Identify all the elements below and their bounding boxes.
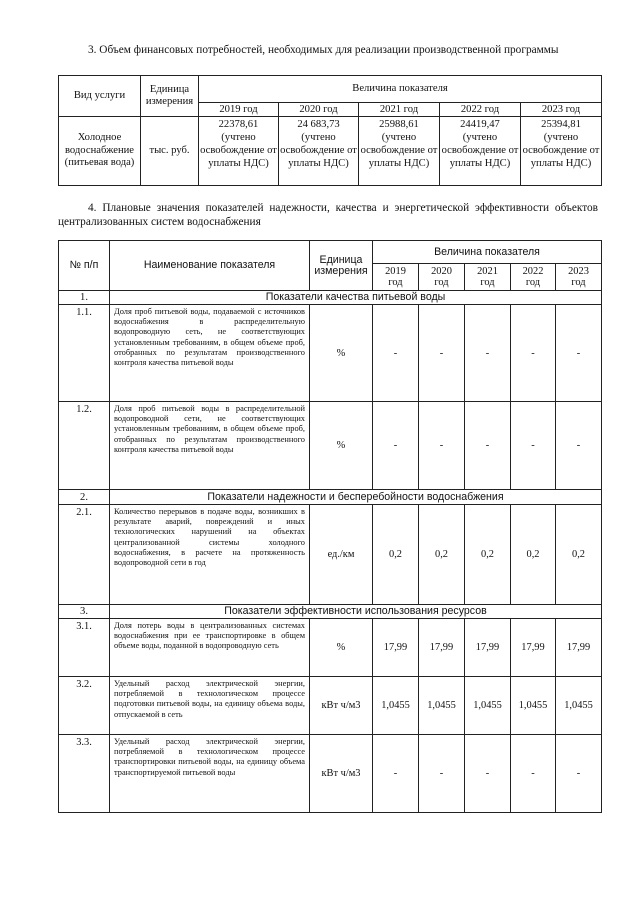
indicator-value: 17,99 <box>556 619 602 677</box>
indicator-value: - <box>556 305 602 402</box>
amount-note: (учтено освобождение от уплаты НДС) <box>522 132 600 169</box>
header-year: 2023 год <box>556 264 602 291</box>
header-year: 2021 год <box>359 103 440 117</box>
indicator-value: 0,2 <box>556 505 602 605</box>
indicator-name: Удельный расход электрической энергии, потребляемой в технологическом процессе подготовки питьевой воды, на единицу объема воды, отпускаемой в сеть <box>110 677 310 735</box>
unit-value: % <box>310 619 373 677</box>
header-year: 2019 год <box>199 103 279 117</box>
header-value: Величина показателя <box>373 241 602 264</box>
indicator-value: 1,0455 <box>465 677 511 735</box>
indicator-name: Доля проб питьевой воды, подаваемой с источников водоснабжения в распределительную водопроводную сеть, не соответствующих установленным требованиям, в общем объеме проб, отобранных по результатам производственного контроля качества питьевой воды <box>110 305 310 402</box>
indicator-value: - <box>556 735 602 813</box>
indicator-value: - <box>419 402 465 490</box>
row-number: 3.3. <box>59 735 110 813</box>
row-number: 2.1. <box>59 505 110 605</box>
indicator-value: 17,99 <box>511 619 556 677</box>
header-year: 2023 год <box>521 103 602 117</box>
year-value-cell <box>359 117 440 186</box>
row-number: 3.2. <box>59 677 110 735</box>
indicator-value: - <box>373 402 419 490</box>
header-year: 2022 год <box>511 264 556 291</box>
indicator-name: Доля потерь воды в централизованных системах водоснабжения при ее транспортировке в общем объеме воды, поданной в водопроводную сеть <box>110 619 310 677</box>
indicator-value: 1,0455 <box>373 677 419 735</box>
indicator-value: 0,2 <box>465 505 511 605</box>
indicator-value: 1,0455 <box>511 677 556 735</box>
header-service-type: Вид услуги <box>59 76 141 117</box>
unit-value: кВт ч/м3 <box>310 735 373 813</box>
year-value-cell <box>279 117 359 186</box>
indicator-value: - <box>419 305 465 402</box>
year-value-cell <box>440 117 521 186</box>
indicator-value: 17,99 <box>465 619 511 677</box>
indicator-value: 0,2 <box>419 505 465 605</box>
financial-needs-table <box>58 75 602 186</box>
indicators-table <box>58 240 602 813</box>
header-unit: Единица измерения <box>310 241 373 291</box>
indicator-value: - <box>511 735 556 813</box>
indicator-value: - <box>373 735 419 813</box>
row-number: 1.2. <box>59 402 110 490</box>
section-title: Показатели качества питьевой воды <box>110 291 602 305</box>
section-4-heading: 4. Плановые значения показателей надежности, качества и энергетической эффективности объектов централизованных систем водоснабжения <box>58 202 598 228</box>
amount: 24 683,73 <box>297 119 340 130</box>
amount-note: (учтено освобождение от уплаты НДС) <box>200 132 277 169</box>
amount-note: (учтено освобождение от уплаты НДС) <box>280 132 357 169</box>
header-value: Величина показателя <box>199 76 602 103</box>
amount: 24419,47 <box>460 119 500 130</box>
header-year: 2021 год <box>465 264 511 291</box>
service-name: Холодное водоснабжение (питьевая вода) <box>59 117 141 186</box>
indicator-value: - <box>373 305 419 402</box>
indicator-value: 0,2 <box>373 505 419 605</box>
header-unit: Единица измерения <box>141 76 199 117</box>
section-title: Показатели надежности и бесперебойности водоснабжения <box>110 490 602 505</box>
header-year: 2020 год <box>279 103 359 117</box>
indicator-value: - <box>465 402 511 490</box>
indicator-name: Доля проб питьевой воды в распределительной водопроводной сети, не соответствующих установленным требованиям, в общем объеме проб, отобранных по результатам производственного контроля качества питьевой воды <box>110 402 310 490</box>
indicator-value: - <box>511 305 556 402</box>
indicator-value: - <box>465 735 511 813</box>
section-number: 1. <box>59 291 110 305</box>
header-year: 2022 год <box>440 103 521 117</box>
section-title: Показатели эффективности использования ресурсов <box>110 605 602 619</box>
indicator-value: 0,2 <box>511 505 556 605</box>
indicator-value: - <box>465 305 511 402</box>
indicator-value: - <box>556 402 602 490</box>
indicator-value: 1,0455 <box>419 677 465 735</box>
section-number: 2. <box>59 490 110 505</box>
indicator-name: Количество перерывов в подаче воды, возникших в результате аварий, повреждений и иных технологических нарушений на объектах централизованной системы холодного водоснабжения, в расчете на протяженность водопроводной сети в год <box>110 505 310 605</box>
amount-note: (учтено освобождение от уплаты НДС) <box>441 132 519 169</box>
section-3-heading: 3. Объем финансовых потребностей, необходимых для реализации производственной программы <box>88 44 559 56</box>
unit-value: % <box>310 402 373 490</box>
row-number: 1.1. <box>59 305 110 402</box>
indicator-value: - <box>419 735 465 813</box>
indicator-name: Удельный расход электрической энергии, потребляемой в технологическом процессе транспортировки питьевой воды, на единицу объема транспортируемой питьевой воды <box>110 735 310 813</box>
unit-value: ед./км <box>310 505 373 605</box>
indicator-value: 1,0455 <box>556 677 602 735</box>
indicator-value: 17,99 <box>373 619 419 677</box>
header-year: 2020 год <box>419 264 465 291</box>
amount-note: (учтено освобождение от уплаты НДС) <box>360 132 438 169</box>
amount: 25988,61 <box>379 119 419 130</box>
header-year: 2019 год <box>373 264 419 291</box>
year-value-cell <box>199 117 279 186</box>
indicator-value: - <box>511 402 556 490</box>
row-number: 3.1. <box>59 619 110 677</box>
amount: 22378,61 <box>218 119 259 130</box>
indicator-value: 17,99 <box>419 619 465 677</box>
unit-value: тыс. руб. <box>141 117 199 186</box>
header-indicator-name: Наименование показателя <box>110 241 310 291</box>
unit-value: кВт ч/м3 <box>310 677 373 735</box>
unit-value: % <box>310 305 373 402</box>
year-value-cell <box>521 117 602 186</box>
amount: 25394,81 <box>541 119 581 130</box>
header-number: № п/п <box>59 241 110 291</box>
section-number: 3. <box>59 605 110 619</box>
